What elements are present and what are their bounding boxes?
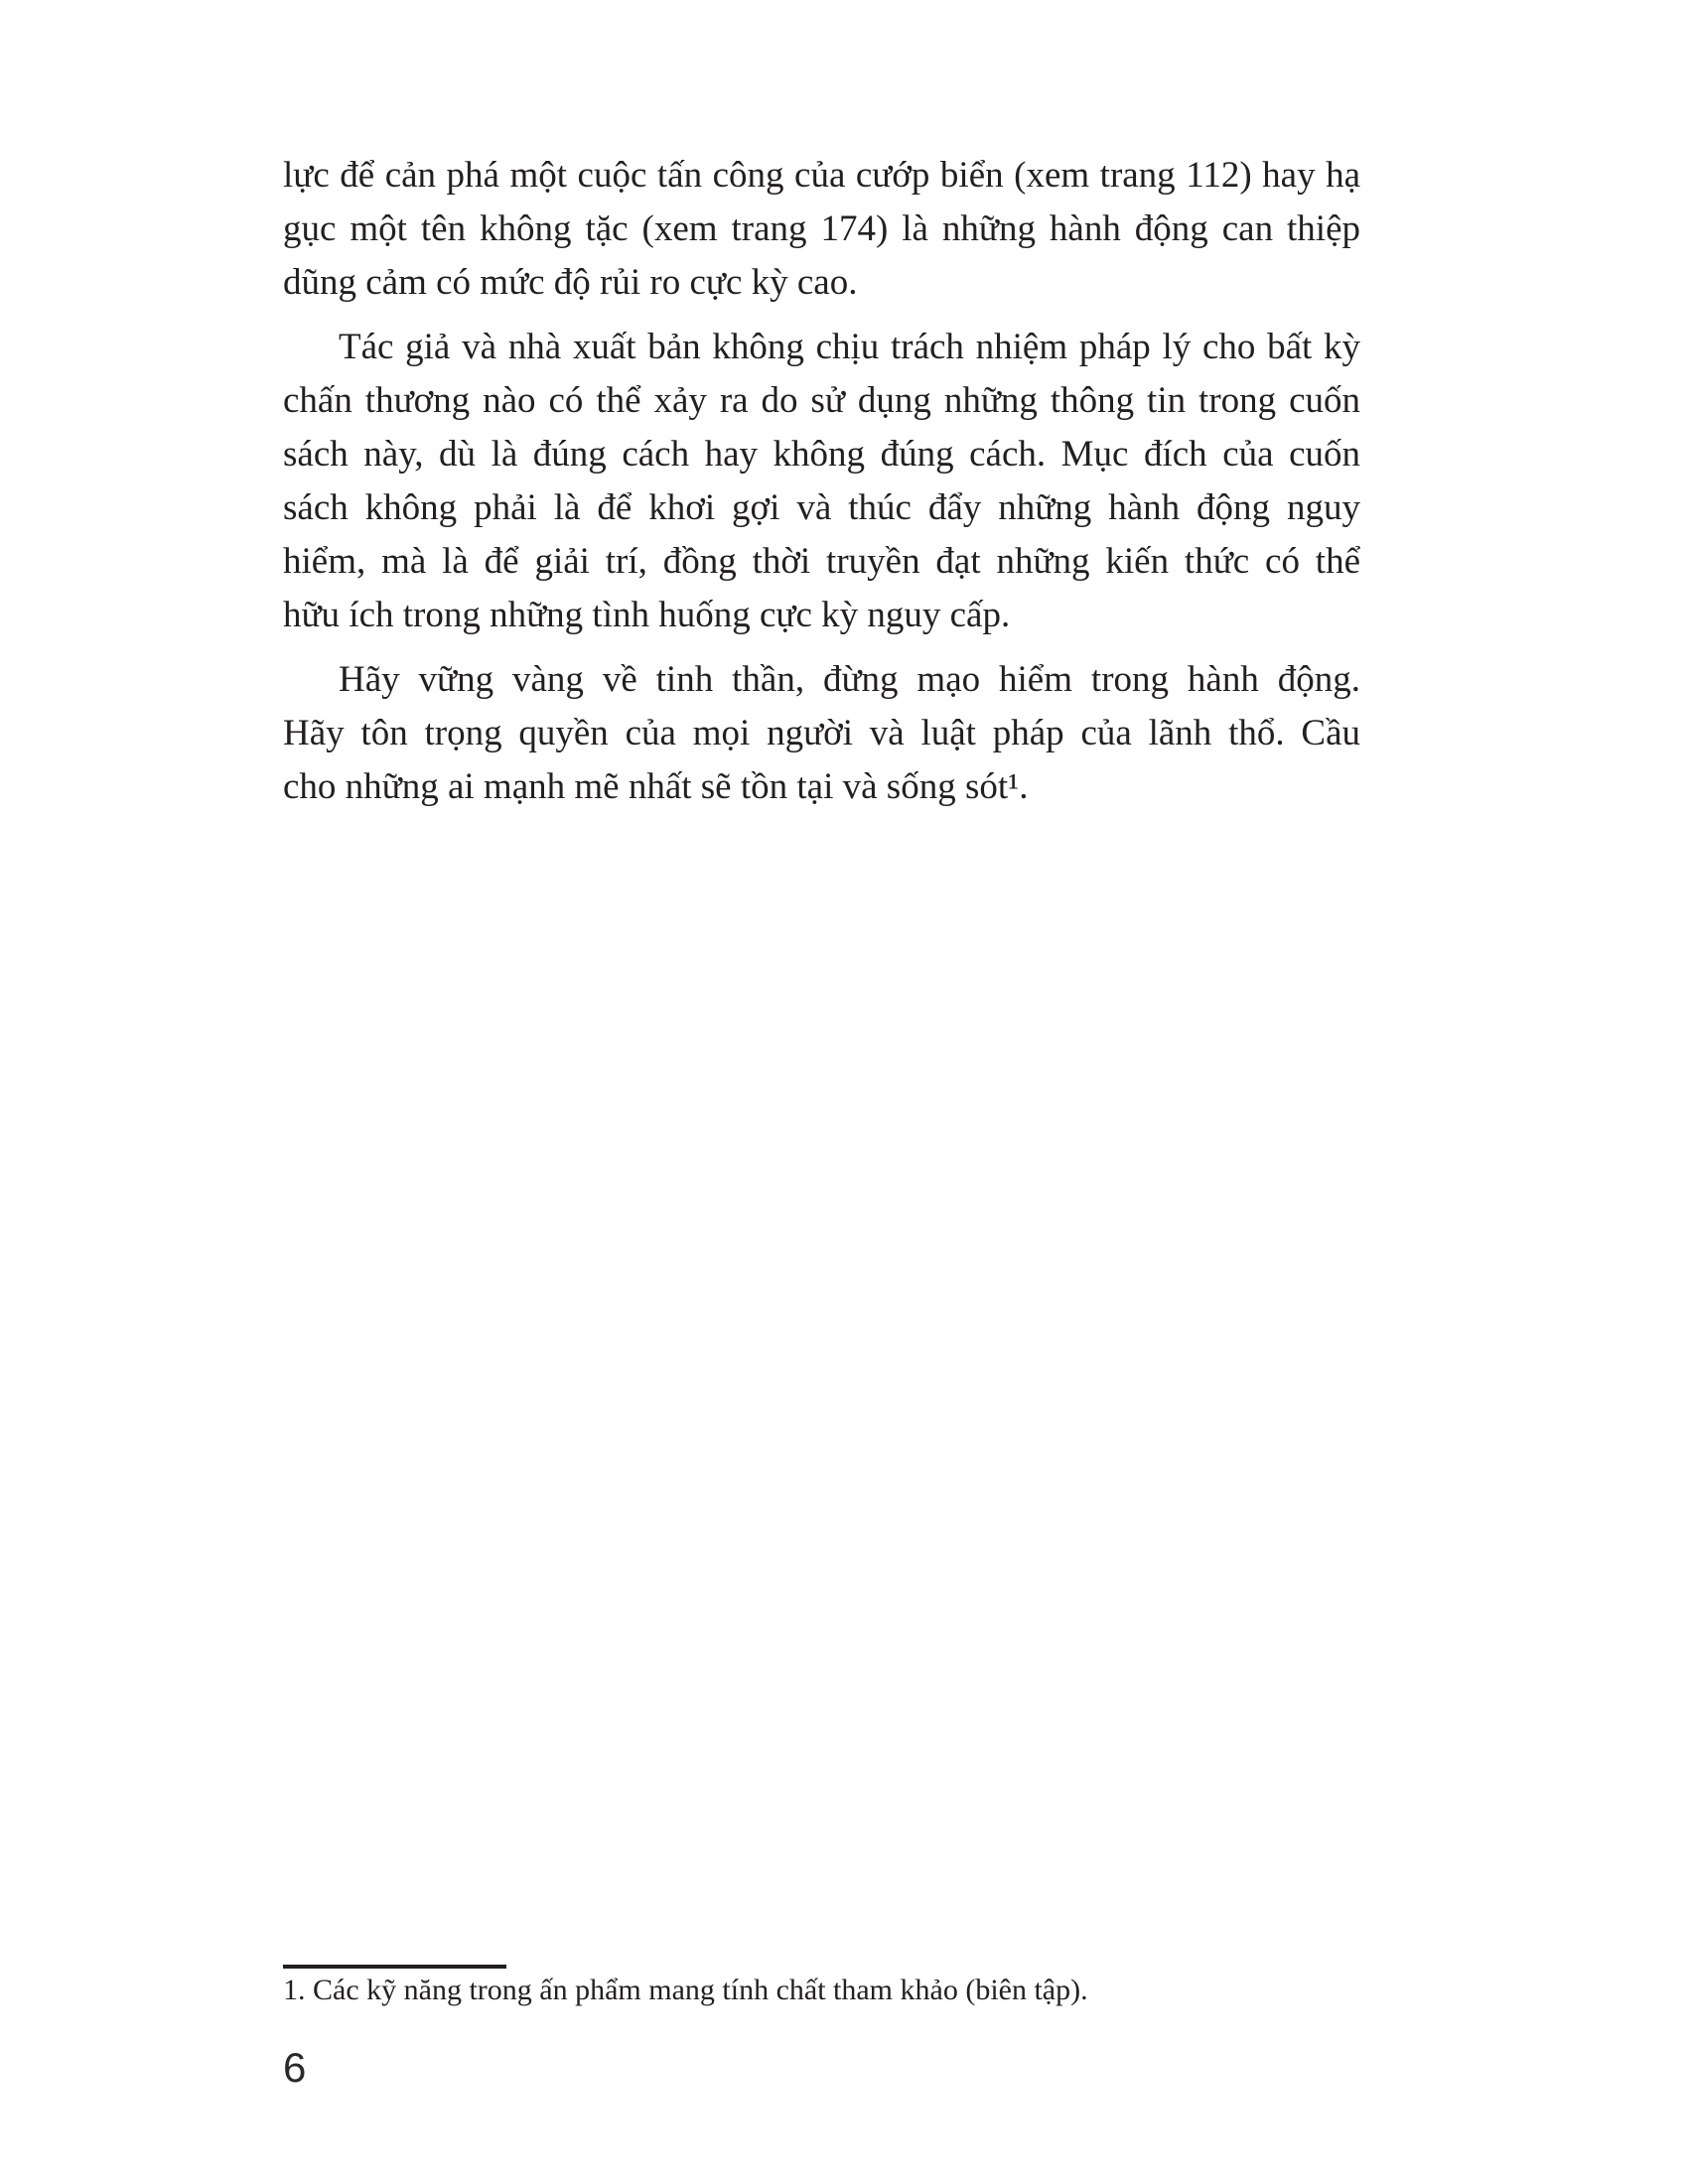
body-line: dũng cảm có mức độ rủi ro cực kỳ cao.: [283, 262, 858, 303]
body-line: sách này, dù là đúng cách hay không đúng cách. Mục đích của cuốn: [283, 434, 1360, 475]
body-text-block: [283, 149, 1360, 814]
body-line: Hãy vững vàng về tinh thần, đừng mạo hiểm trong hành động.: [339, 659, 1360, 700]
paragraph: [283, 653, 1360, 814]
footnote-text: 1. Các kỹ năng trong ấn phẩm mang tính chất tham khảo (biên tập).: [283, 1974, 1088, 2006]
body-line: Tác giả và nhà xuất bản không chịu trách nhiệm pháp lý cho bất kỳ: [339, 327, 1360, 367]
body-line: chấn thương nào có thể xảy ra do sử dụng những thông tin trong cuốn: [283, 380, 1360, 421]
body-line: hiểm, mà là để giải trí, đồng thời truyền đạt những kiến thức có thể: [283, 541, 1360, 582]
paragraph: [283, 321, 1360, 642]
page-number: 6: [283, 2044, 307, 2091]
body-line: cho những ai mạnh mẽ nhất sẽ tồn tại và sống sót¹.: [283, 766, 1029, 807]
body-line: lực để cản phá một cuộc tấn công của cướp biển (xem trang 112) hay hạ: [283, 155, 1360, 196]
body-line: gục một tên không tặc (xem trang 174) là những hành động can thiệp: [283, 208, 1360, 249]
body-line: hữu ích trong những tình huống cực kỳ nguy cấp.: [283, 595, 1011, 635]
body-line: sách không phải là để khơi gợi và thúc đẩy những hành động nguy: [283, 487, 1360, 528]
body-line: Hãy tôn trọng quyền của mọi người và luật pháp của lãnh thổ. Cầu: [283, 713, 1360, 753]
footnote-divider: [283, 1965, 506, 1969]
paragraph: [283, 149, 1360, 310]
